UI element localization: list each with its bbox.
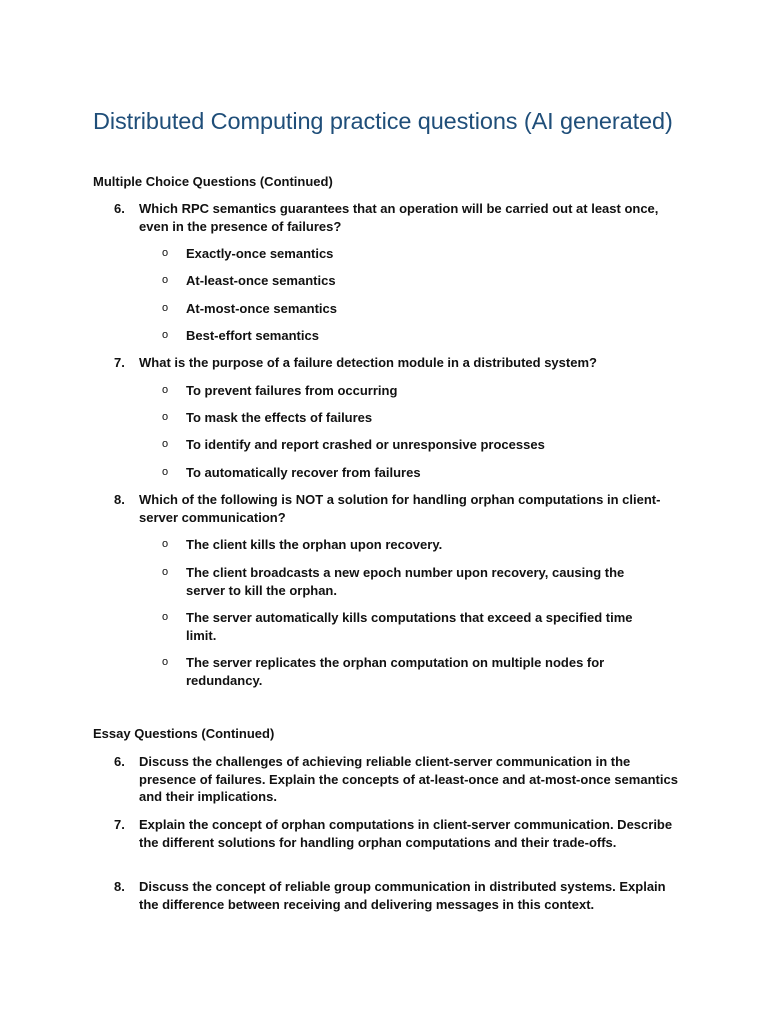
mcq-7-option-2 <box>162 409 667 427</box>
mcq-6-option-4 <box>162 327 667 345</box>
option-text: The server automatically kills computations that exceed a specified time limit. <box>186 610 633 643</box>
option-text: To identify and report crashed or unresponsive processes <box>186 437 545 452</box>
bullet-icon: o <box>162 466 169 478</box>
bullet-icon: o <box>162 411 169 423</box>
mcq-8-option-1 <box>162 536 667 554</box>
bullet-icon: o <box>162 384 169 396</box>
question-number: 8. <box>114 879 125 894</box>
bullet-icon: o <box>162 438 169 450</box>
page-title: Distributed Computing practice questions (AI generated) <box>93 108 673 134</box>
mcq-8-option-4 <box>162 654 667 689</box>
bullet-icon: o <box>162 302 169 314</box>
question-number: 6. <box>114 754 125 769</box>
question-text: Which of the following is NOT a solution for handling orphan computations in client-server communication? <box>139 492 661 525</box>
option-text: At-least-once semantics <box>186 273 336 288</box>
option-text: The client kills the orphan upon recovery. <box>186 537 443 552</box>
mcq-section-heading: Multiple Choice Questions (Continued) <box>93 174 333 189</box>
bullet-icon: o <box>162 611 169 623</box>
essay-section-heading: Essay Questions (Continued) <box>93 726 275 741</box>
option-text: The server replicates the orphan computation on multiple nodes for redundancy. <box>186 655 605 688</box>
bullet-icon: o <box>162 274 169 286</box>
mcq-question-6 <box>114 200 684 235</box>
question-number: 7. <box>114 355 125 370</box>
question-number: 8. <box>114 492 125 507</box>
mcq-6-option-1 <box>162 245 667 263</box>
question-text: Explain the concept of orphan computations in client-server communication. Describe the different solutions for handling orphan computations and their trade-offs. <box>139 817 673 850</box>
mcq-7-option-1 <box>162 382 667 400</box>
mcq-6-option-2 <box>162 272 667 290</box>
mcq-7-option-4 <box>162 464 667 482</box>
essay-question-8 <box>114 878 684 913</box>
mcq-6-option-3 <box>162 300 667 318</box>
mcq-8-option-2 <box>162 564 667 599</box>
question-text: Which RPC semantics guarantees that an operation will be carried out at least once, even in the presence of failures? <box>139 201 659 234</box>
essay-question-6 <box>114 753 684 806</box>
option-text: To mask the effects of failures <box>186 410 373 425</box>
question-text: What is the purpose of a failure detection module in a distributed system? <box>139 355 597 370</box>
bullet-icon: o <box>162 329 169 341</box>
option-text: Exactly-once semantics <box>186 246 334 261</box>
bullet-icon: o <box>162 656 169 668</box>
question-number: 6. <box>114 201 125 216</box>
essay-question-7 <box>114 816 684 851</box>
question-text: Discuss the challenges of achieving reliable client-server communication in the presence of failures. Explain the concepts of at-least-once and at-most-once semantics and their implications. <box>139 754 678 804</box>
bullet-icon: o <box>162 566 169 578</box>
mcq-question-7 <box>114 354 684 372</box>
option-text: To prevent failures from occurring <box>186 383 398 398</box>
option-text: To automatically recover from failures <box>186 465 421 480</box>
mcq-7-option-3 <box>162 436 667 454</box>
question-text: Discuss the concept of reliable group communication in distributed systems. Explain the difference between receiving and delivering messages in this context. <box>139 879 666 912</box>
mcq-8-option-3 <box>162 609 667 644</box>
bullet-icon: o <box>162 538 169 550</box>
option-text: At-most-once semantics <box>186 301 337 316</box>
bullet-icon: o <box>162 247 169 259</box>
question-number: 7. <box>114 817 125 832</box>
option-text: Best-effort semantics <box>186 328 319 343</box>
option-text: The client broadcasts a new epoch number upon recovery, causing the server to kill the orphan. <box>186 565 625 598</box>
mcq-question-8 <box>114 491 684 526</box>
